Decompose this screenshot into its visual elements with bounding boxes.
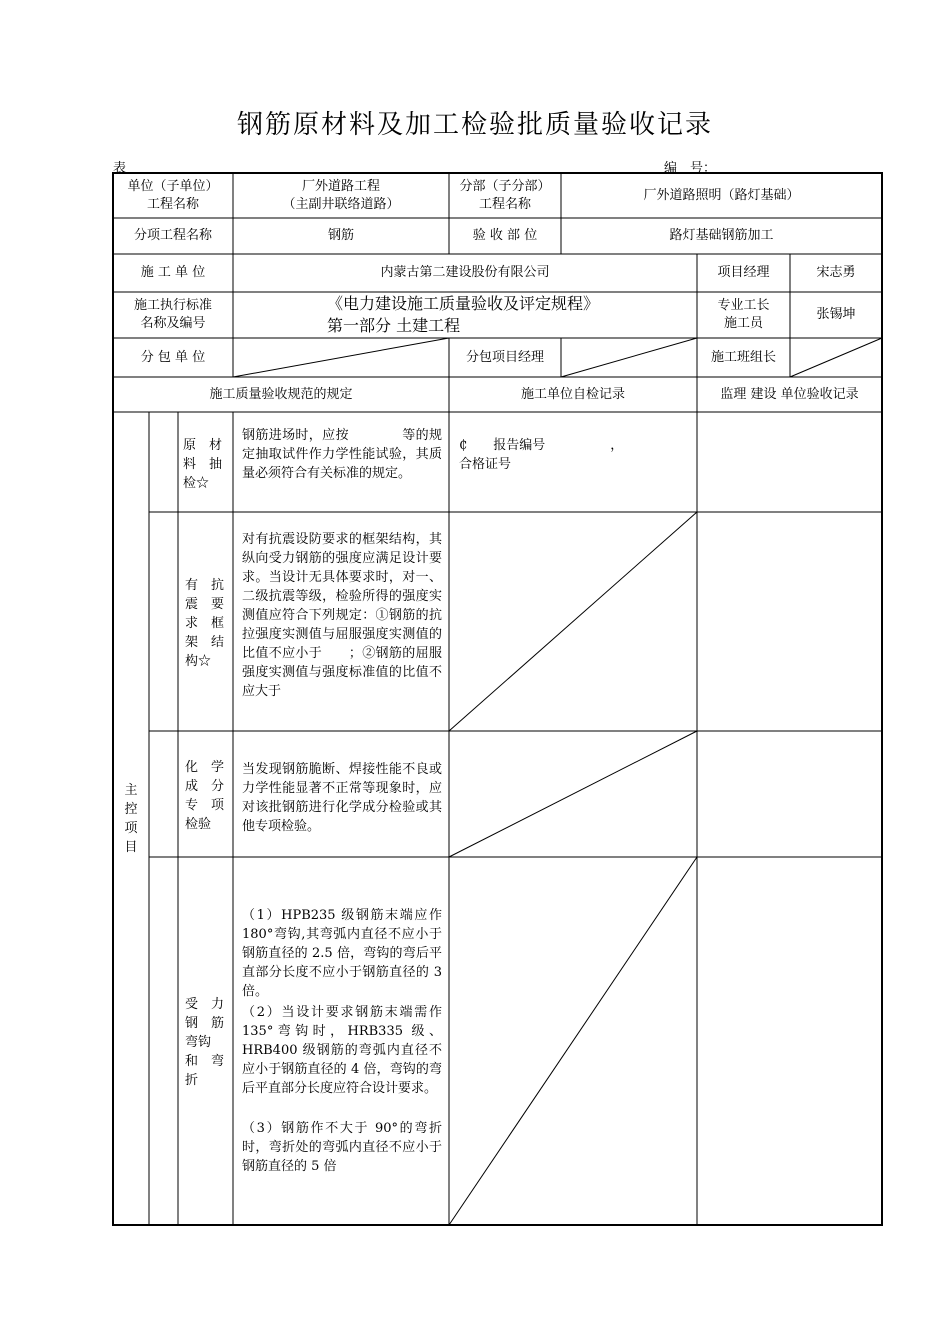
item-record-certificate: 合格证号 bbox=[459, 457, 512, 472]
number-label: 编 号： bbox=[664, 161, 717, 176]
item-name-chemical-test: 化 学 成 分 专 项 检验 bbox=[185, 760, 225, 832]
spec-header: 施工质量验收规范的规定 bbox=[209, 386, 353, 402]
contractor-value: 内蒙古第二建设股份有限公司 bbox=[380, 265, 550, 280]
foreman-value: 张锡坤 bbox=[816, 307, 856, 322]
standard-value: 《电力建设施工质量验收及评定规程》 第一部分 土建工程 bbox=[327, 294, 600, 335]
item-text-hook-2: （2）当设计要求钢筋末端需作135°弯钩时，HRB335 级、HRB400 级钢筋的弯弧内直径不应小于钢筋直径的 4 倍，弯钩的弯后平直部分长度应符合设计要求。 bbox=[242, 1005, 442, 1096]
contractor-label: 施 工 单 位 bbox=[140, 265, 206, 280]
sub-project-manager-label: 分包项目经理 bbox=[465, 349, 544, 365]
inspect-part-value: 路灯基础钢筋加工 bbox=[669, 228, 774, 243]
table-label: 表 bbox=[113, 161, 127, 176]
item-text-hook-1: （1）HPB235 级钢筋末端应作180°弯钩,其弯弧内直径不应小于钢筋直径的 2.5 倍，弯钩的弯后平直部分长度不应小于钢筋直径的 3 倍。 bbox=[242, 908, 442, 999]
item-text-hook-3: （3）钢筋作不大于 90°的弯折时，弯折处的弯弧内直径不应小于钢筋直径的 5 倍 bbox=[242, 1121, 442, 1174]
item-record-report: ₵ 报告编号 ， bbox=[459, 438, 624, 453]
subitem-label: 分项工程名称 bbox=[133, 228, 212, 243]
division-name-value: 厂外道路照明（路灯基础） bbox=[643, 187, 800, 203]
foreman-label: 专业工长 施工员 bbox=[717, 298, 770, 331]
unit-name-value: 厂外道路工程 （主副井联络道路） bbox=[282, 178, 400, 212]
inspect-part-label: 验 收 部 位 bbox=[472, 228, 538, 243]
project-manager-value: 宋志勇 bbox=[816, 265, 856, 280]
item-name-raw-material: 原 材 料 抽 检☆ bbox=[183, 438, 223, 491]
main-control-label: 主 控 项 目 bbox=[124, 782, 138, 855]
subitem-value: 钢筋 bbox=[327, 228, 354, 243]
item-text-chemical-test: 当发现钢筋脆断、焊接性能不良或力学性能显著不正常等现象时，应对该批钢筋进行化学成分检验或其他专项检验。 bbox=[242, 762, 442, 834]
division-name-label: 分部（子分部） 工程名称 bbox=[459, 178, 551, 212]
team-leader-label: 施工班组长 bbox=[710, 349, 776, 365]
project-manager-label: 项目经理 bbox=[717, 265, 770, 280]
self-check-header: 施工单位自检记录 bbox=[520, 386, 625, 402]
subcontractor-label: 分 包 单 位 bbox=[140, 349, 206, 365]
item-name-seismic-frame: 有 抗 震 要 求 框 架 结 构☆ bbox=[185, 578, 225, 669]
standard-label: 施工执行标准 名称及编号 bbox=[133, 298, 212, 331]
supervision-header: 监理 建设 单位验收记录 bbox=[720, 386, 859, 402]
item-text-raw-material: 钢筋进场时，应按 等的规定抽取试件作力学性能试验，其质量必须符合有关标准的规定。 bbox=[242, 428, 442, 481]
page-title: 钢筋原材料及加工检验批质量验收记录 bbox=[236, 110, 713, 140]
unit-name-label: 单位（子单位） 工程名称 bbox=[127, 178, 219, 212]
item-name-hook-bending: 受 力 钢 筋 弯钩 和 弯 折 bbox=[185, 997, 225, 1088]
item-text-seismic-frame: 对有抗震设防要求的框架结构，其纵向受力钢筋的强度应满足设计要求。当设计无具体要求时，对一、二级抗震等级，检验所得的强度实测值应符合下列规定：①钢筋的抗拉强度实测值与屈服强度实测值的比值不应小于 ；②钢筋的屈服强度实测值与强度标准值的比值不应大于 bbox=[242, 532, 442, 699]
